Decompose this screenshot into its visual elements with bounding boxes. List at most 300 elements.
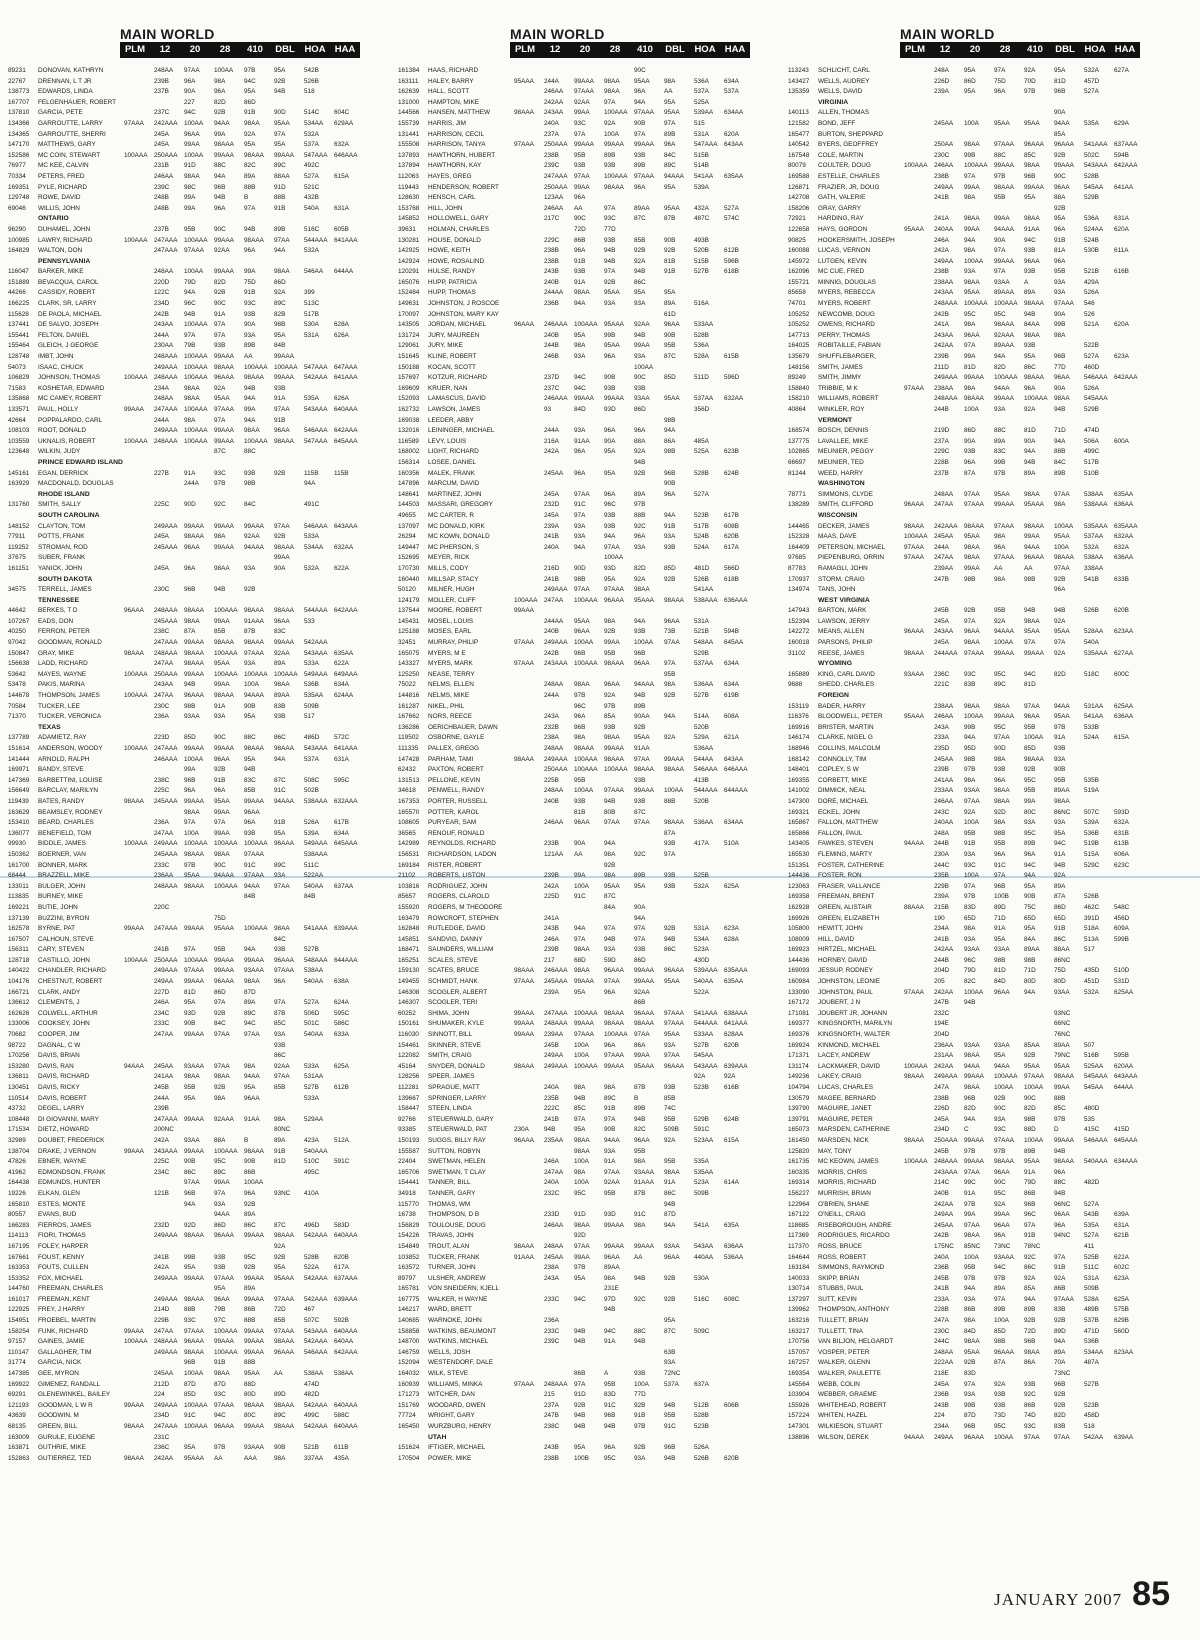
score-cell (720, 871, 750, 882)
score-cell: 223D (154, 734, 170, 742)
score-cell: 99AAA (664, 755, 684, 763)
score-cell: 95A (214, 1285, 226, 1293)
score-cell: 100AA (184, 755, 204, 763)
score-cell: 624AA (334, 692, 354, 700)
score-cell (660, 1337, 690, 1348)
score-cell: 513A (1084, 935, 1099, 943)
score-cell: 89AAA (994, 342, 1014, 350)
score-cell: 98AAA (274, 543, 294, 551)
score-cell: 621A (724, 734, 739, 742)
score-cell: 98A (964, 194, 976, 202)
score-cell (510, 829, 540, 840)
score-cell: 100AA (994, 639, 1014, 647)
score-cell (720, 426, 750, 437)
score-cell (330, 808, 360, 819)
shooter-name: MURRAY, PHILIP (428, 639, 479, 647)
score-cell (690, 1369, 720, 1380)
score-cell: 523B (694, 511, 709, 519)
score-cell (630, 670, 660, 681)
member-id: 155508 (398, 141, 420, 149)
score-cell: 95C (994, 1423, 1006, 1430)
score-cell: 100AAA (274, 670, 298, 678)
score-cell: 595C (334, 776, 350, 784)
score-cell: 100AAA (214, 840, 238, 848)
shooter-name: LUCAS, CHARLES (818, 1084, 874, 1091)
score-cell: 248B (154, 194, 169, 202)
score-cell: 99AA (964, 564, 980, 572)
table-row (398, 1443, 750, 1454)
score-cell: 96AA (244, 1094, 260, 1102)
score-cell: 95A (274, 1264, 286, 1272)
score-cell (270, 1178, 300, 1189)
score-cell (120, 172, 150, 183)
shooter-name: MOSES, EARL (428, 628, 472, 636)
score-cell: 92B (274, 469, 286, 477)
score-cell: 93A (634, 300, 646, 308)
score-cell: 640AAA (334, 1401, 358, 1409)
score-cell: 92B (1054, 204, 1066, 212)
score-cell: 244A (544, 427, 559, 435)
score-cell: 624B (724, 1115, 739, 1123)
score-cell: 96AA (184, 543, 200, 551)
score-cell: 624B (724, 469, 739, 477)
table-row (8, 617, 360, 628)
score-cell (120, 1210, 150, 1221)
score-cell: 249AAA (154, 363, 178, 371)
score-cell: B (244, 194, 249, 202)
shooter-name: SPRAGUE, MATT (428, 1084, 480, 1091)
score-cell: 93B (574, 268, 586, 276)
member-id: 149455 (398, 978, 420, 986)
score-cell: 98AAA (994, 183, 1014, 191)
member-id: 169358 (788, 893, 810, 901)
score-cell: 230C (154, 586, 170, 594)
score-cell: 91B (274, 1147, 286, 1155)
score-cell: 99A (244, 268, 256, 276)
member-id: 130714 (788, 1285, 810, 1293)
score-cell (1110, 384, 1140, 395)
score-cell (120, 532, 150, 543)
shooter-name: GOODMAN, L W R (38, 1401, 93, 1409)
score-cell: 241AA (934, 776, 954, 784)
score-cell: 245AA (934, 533, 954, 541)
score-cell (720, 670, 750, 681)
score-cell: 93D (604, 564, 616, 572)
score-cell: AA (244, 353, 253, 361)
shooter-name: LAWSON, JAMES (428, 406, 481, 413)
score-cell: 536B (1084, 1338, 1099, 1346)
score-cell: 233D (544, 1211, 560, 1219)
score-cell: 241B (544, 575, 559, 583)
score-cell: 95AA (664, 395, 680, 403)
score-cell: 249AAA (154, 427, 178, 435)
score-cell: 91B (214, 776, 226, 784)
score-cell: 94B (214, 194, 226, 202)
score-cell: 92A (1024, 406, 1036, 413)
state-heading: WEST VIRGINIA (818, 596, 870, 604)
member-id: 168002 (398, 448, 420, 456)
score-cell: 94B (634, 1338, 646, 1346)
score-cell: 97A (1054, 1253, 1066, 1261)
score-cell: 249AAA (154, 840, 178, 848)
score-cell: 232C (934, 1009, 950, 1017)
score-cell: 88C (994, 427, 1006, 435)
score-cell: 237A (544, 130, 559, 138)
score-cell: 93B (244, 829, 256, 837)
member-id: 105252 (788, 321, 810, 329)
member-id: 141444 (8, 755, 30, 763)
score-cell (570, 1316, 600, 1327)
score-cell: 92A (634, 448, 646, 456)
score-cell: 600A (1114, 437, 1129, 445)
score-cell: 95B (604, 1380, 616, 1388)
score-cell: 95A (244, 713, 256, 721)
score-cell: 527B (694, 692, 709, 700)
table-row (398, 988, 750, 999)
score-cell: 84B (274, 342, 286, 350)
score-cell: 100A (574, 1179, 589, 1187)
table-row (398, 1189, 750, 1200)
score-cell: 611A (1114, 247, 1129, 255)
score-cell: 93AA (1054, 988, 1070, 996)
score-cell: 542B (304, 67, 319, 74)
score-cell: 86A (634, 1041, 646, 1049)
member-id: 116376 (788, 713, 809, 721)
score-cell: 245A (154, 533, 169, 541)
table-row (788, 744, 1140, 755)
score-cell: 546 (1084, 300, 1095, 308)
score-cell: 100AAA (124, 840, 148, 848)
score-cell (330, 1380, 360, 1391)
score-cell: 228B (934, 1306, 949, 1314)
header-cell: 12 (939, 44, 951, 55)
shooter-name: REYNOLDS, RICHARD (428, 840, 496, 848)
score-cell (1110, 341, 1140, 352)
score-cell: 98AA (184, 808, 200, 816)
score-cell (330, 850, 360, 861)
shooter-name: CLEMENTS, J (38, 999, 80, 1007)
score-cell: 99AA (274, 554, 290, 562)
shooter-name: PERRY, THOMAS (818, 331, 870, 339)
score-cell: 99AAA (214, 268, 234, 276)
score-cell (1110, 458, 1140, 469)
score-cell: 89B (634, 702, 646, 710)
score-cell (720, 606, 750, 617)
member-id: 150193 (398, 1136, 420, 1144)
score-cell: 211D (934, 363, 949, 371)
score-cell: 491C (304, 501, 320, 509)
score-cell: 95A (184, 1264, 196, 1272)
score-cell (150, 808, 180, 819)
score-cell (120, 1242, 150, 1253)
score-cell: 98AAA (184, 660, 204, 668)
score-cell: 95A (574, 1274, 586, 1282)
score-cell: 99AA (1054, 1084, 1070, 1091)
table-row (8, 66, 360, 77)
score-cell: 97AA (244, 1031, 260, 1039)
score-cell (1110, 680, 1140, 691)
member-id: 44266 (8, 289, 26, 297)
score-cell (510, 585, 540, 596)
score-cell: 245A (934, 639, 949, 647)
score-cell: 94B (1054, 406, 1066, 413)
table-row (788, 1189, 1140, 1200)
score-cell: 520B (694, 797, 709, 805)
score-cell: 97AAA (514, 1380, 534, 1388)
score-cell (660, 914, 690, 925)
score-cell: 239B (934, 766, 949, 774)
shooter-name: JOHNSTON, PAUL (818, 988, 873, 996)
score-cell (120, 77, 150, 88)
table-row (8, 776, 360, 787)
table-row (788, 246, 1140, 257)
score-cell: 94A (604, 533, 616, 541)
member-id: 148152 (8, 522, 30, 530)
score-cell (150, 1178, 180, 1189)
shooter-name: FRAZIER, JR, DOUG (818, 183, 880, 191)
score-cell: 94B (1054, 861, 1066, 869)
score-cell: AA (664, 88, 673, 96)
score-cell: 98A (1054, 501, 1066, 509)
score-cell: 98AA (604, 77, 620, 85)
score-cell (690, 1094, 720, 1105)
score-cell: 89C (274, 162, 286, 170)
score-cell (660, 998, 690, 1009)
member-id: 104176 (8, 978, 30, 986)
shooter-name: BYRNE, PAT (38, 925, 76, 933)
score-cell (630, 1231, 660, 1242)
score-cell (900, 1274, 930, 1285)
score-cell: 541AA (694, 172, 714, 180)
score-cell: 100AAA (904, 1158, 928, 1166)
score-cell: 526 (1084, 310, 1095, 318)
shooter-name: GOODMAN, RONALD (38, 639, 102, 647)
score-cell: 537A (304, 141, 319, 149)
member-id: 160018 (788, 639, 810, 647)
shooter-name: DUHAMEL, JOHN (38, 225, 91, 233)
member-id: 146307 (398, 999, 420, 1007)
score-cell: 596B (724, 257, 739, 265)
score-cell (660, 988, 690, 999)
score-cell: 96A (604, 1444, 616, 1452)
table-row (398, 1411, 750, 1422)
table-row (788, 172, 1140, 183)
score-cell: 595C (334, 1009, 350, 1017)
score-cell (570, 1305, 600, 1316)
score-cell (660, 1231, 690, 1242)
score-cell: 91B (1054, 925, 1066, 933)
shooter-name: RISTER, ROBERT (428, 861, 482, 869)
score-cell: 248AAA (934, 1158, 958, 1166)
score-cell (630, 1316, 660, 1327)
shooter-name: BOERNER, VAN (38, 850, 86, 858)
score-cell: 95B (1024, 723, 1036, 731)
score-cell: 510C (304, 1158, 320, 1166)
score-cell: 88B (664, 797, 676, 805)
score-cell: 89A (244, 172, 256, 180)
score-cell: 95C (994, 723, 1006, 731)
score-cell: 244B (934, 840, 949, 848)
score-cell: 98AAA (184, 850, 204, 858)
member-id: 113243 (788, 67, 809, 74)
member-id: 169588 (788, 172, 810, 180)
score-cell: 92B (1054, 575, 1066, 583)
shooter-name: WELLS, JOSH (428, 1348, 471, 1356)
member-id: 54073 (8, 363, 26, 371)
score-cell: 94A (964, 734, 976, 742)
member-id: 89249 (788, 374, 806, 382)
score-cell: 526B (1084, 893, 1099, 901)
member-id: 138896 (788, 1433, 810, 1441)
score-cell: 250AAA (544, 141, 568, 149)
score-cell: 242A (934, 247, 949, 255)
score-cell (900, 1380, 930, 1391)
member-id: 148700 (398, 1338, 420, 1346)
score-cell (990, 1019, 1020, 1030)
score-cell: 97AA (1054, 1433, 1070, 1441)
score-cell: 95B (664, 670, 676, 678)
shooter-name: CARY, STEVEN (38, 946, 84, 954)
score-cell: 95AAA (214, 925, 234, 933)
score-cell: 86D (214, 988, 226, 996)
member-id: 147301 (788, 1423, 810, 1430)
member-id: 151889 (8, 278, 30, 286)
score-cell: 526B (1084, 607, 1099, 615)
score-cell (330, 966, 360, 977)
header-cell: 12 (159, 44, 171, 55)
score-cell: 244A (934, 543, 949, 551)
score-cell: 100A (574, 882, 589, 890)
score-cell: 413B (694, 776, 709, 784)
shooter-name: MORRIS, RICHARD (818, 1179, 877, 1187)
shooter-name: FREEMAN, CHARLES (38, 1285, 103, 1293)
score-cell: 98AAA (244, 1147, 264, 1155)
score-cell: 511D (694, 374, 709, 382)
table-row (398, 384, 750, 395)
score-cell: 93B (994, 1391, 1006, 1399)
table-row (8, 1274, 360, 1285)
table-row (8, 1221, 360, 1232)
score-cell: 244A (154, 416, 169, 424)
member-id: 156311 (8, 946, 29, 954)
score-cell: 85D (184, 734, 196, 742)
score-cell: 74C (664, 1105, 676, 1113)
score-cell: 98AAA (244, 374, 264, 382)
member-id: 146759 (398, 1348, 420, 1356)
score-cell: 91B (664, 268, 676, 276)
score-cell: 245A (934, 1380, 949, 1388)
score-cell: 98AAA (904, 1136, 924, 1144)
score-cell: 89A (994, 1285, 1006, 1293)
member-id: 156314 (398, 458, 420, 466)
score-cell: 99AAA (184, 1274, 204, 1282)
score-cell: 95A (634, 882, 646, 890)
score-cell (510, 945, 540, 956)
score-cell: 100A (1054, 543, 1069, 551)
table-row (788, 1231, 1140, 1242)
member-id: 167662 (398, 713, 420, 721)
score-cell: 95B (604, 649, 616, 657)
score-cell: 636AA (1114, 501, 1134, 509)
shooter-name: FREEMAN, KENT (38, 1295, 90, 1303)
score-cell: 531AA (304, 1073, 324, 1081)
score-cell (150, 1041, 180, 1052)
score-cell (690, 606, 720, 617)
score-cell: 242AA (934, 342, 954, 350)
score-cell: 98AA (574, 1221, 590, 1229)
score-cell: 93AA (184, 713, 200, 721)
score-cell: 250AAA (934, 1136, 958, 1144)
member-id: 169355 (788, 776, 810, 784)
score-cell: 245A (154, 564, 169, 572)
score-cell: 99AAA (184, 522, 204, 530)
member-id: 169376 (788, 1031, 810, 1039)
score-cell: 82C (244, 162, 256, 170)
score-cell: 90C (1024, 1094, 1036, 1102)
score-cell: 605B (334, 225, 349, 233)
score-cell (330, 1104, 360, 1115)
score-cell: 527B (694, 268, 709, 276)
score-cell: 91C (634, 1211, 646, 1219)
score-cell: 95A (604, 448, 616, 456)
shooter-name: TROUT, ALAN (428, 1242, 470, 1250)
score-cell: 99C (964, 1179, 976, 1187)
score-cell: 93C (184, 1317, 196, 1325)
score-cell: 98AAA (184, 1348, 204, 1356)
score-cell (120, 1072, 150, 1083)
score-cell: 97A (184, 819, 196, 827)
table-row (788, 575, 1140, 586)
score-cell: 99B (184, 1253, 196, 1261)
score-cell: 92AA (274, 649, 290, 657)
score-cell (540, 225, 570, 236)
table-row (788, 447, 1140, 458)
score-cell: 100AA (964, 713, 984, 721)
score-cell: 98AA (274, 268, 290, 276)
score-cell (120, 1274, 150, 1285)
score-cell (540, 808, 570, 819)
score-cell: 94A (244, 946, 256, 954)
score-cell: 98AAA (184, 649, 204, 657)
score-cell: 100AAA (274, 363, 298, 371)
score-cell: 517 (304, 713, 315, 721)
shooter-name: WEBBER, GRAEME (818, 1391, 877, 1399)
table-row (788, 585, 1140, 596)
shooter-name: ECKEL, JOHN (818, 808, 860, 816)
score-cell (660, 500, 690, 511)
score-cell (720, 1327, 750, 1338)
table-row (398, 1062, 750, 1073)
score-cell: 631A (334, 204, 349, 212)
score-cell: 98C (184, 183, 196, 191)
score-cell: 502C (1084, 151, 1100, 159)
table-row (8, 670, 360, 681)
score-cell: 543AAA (1084, 162, 1108, 170)
member-id: 170937 (788, 575, 810, 583)
table-row (788, 945, 1140, 956)
score-cell: 89AA (1054, 1041, 1070, 1049)
score-cell: 98AAA (664, 819, 684, 827)
score-cell: 95B (964, 1264, 976, 1272)
score-cell: 92B (994, 1094, 1006, 1102)
score-cell: 99AAA (214, 543, 234, 551)
score-cell (120, 108, 150, 119)
table-row (398, 977, 750, 988)
table-row (398, 1168, 750, 1179)
score-cell (1080, 331, 1110, 342)
score-cell: 245B (154, 1084, 169, 1091)
score-cell: 96AAA (634, 1009, 654, 1017)
